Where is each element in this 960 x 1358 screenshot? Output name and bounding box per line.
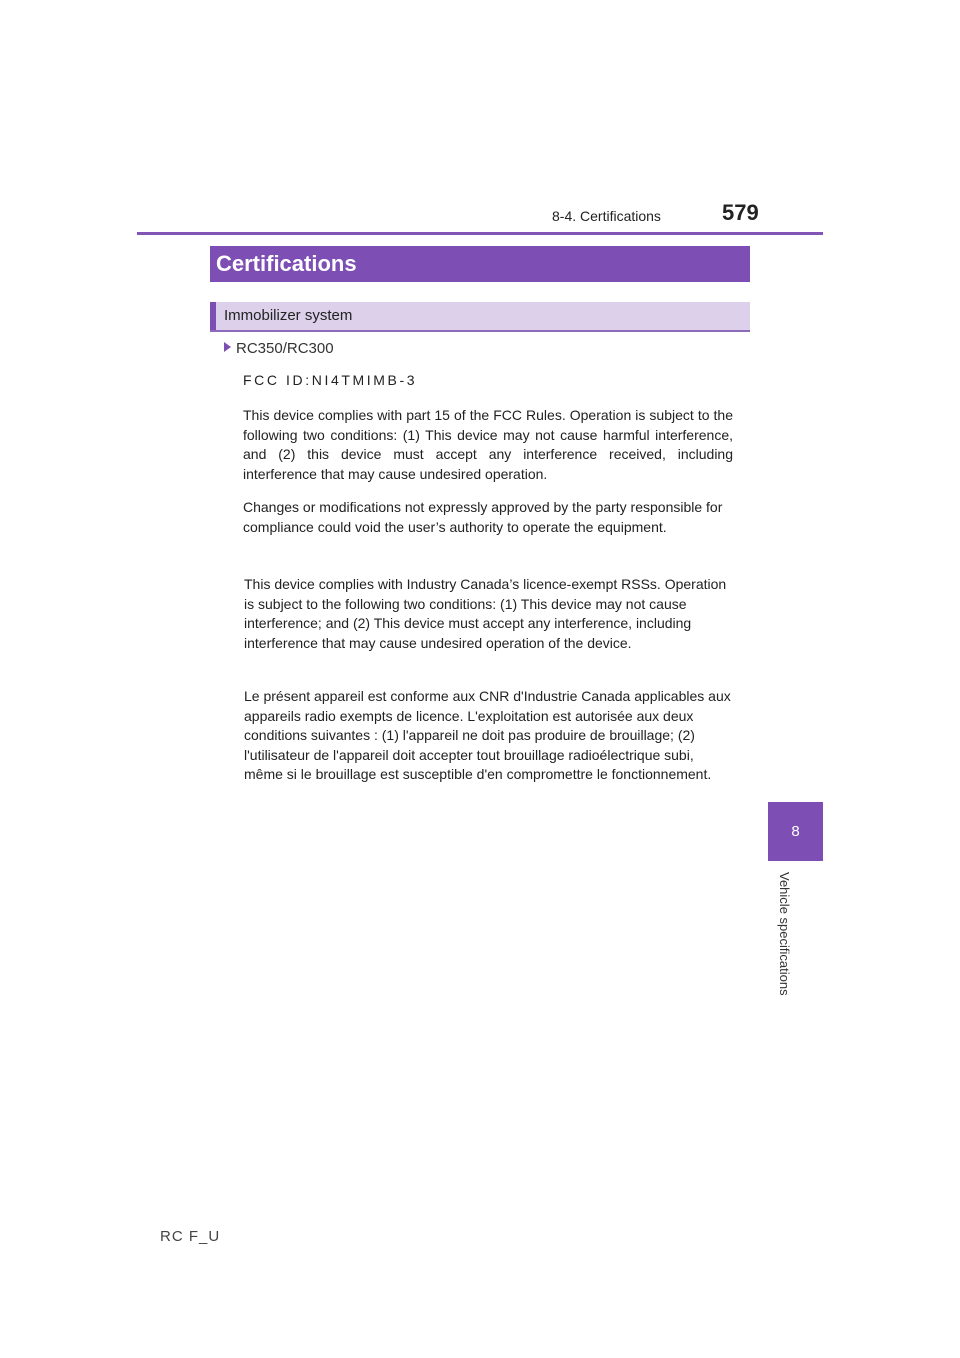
subsection-title: Immobilizer system <box>224 307 353 324</box>
chapter-number: 8 <box>791 823 800 840</box>
fcc-compliance-paragraph: This device complies with part 15 of the FCC Rules. Operation is subject to the following two conditions: (1) This device may not cause harmful interference, and (2) this device must accept any interference received, including interference that may cause undesired operation. <box>243 407 733 482</box>
section-title: Certifications <box>216 251 357 276</box>
page-number: 579 <box>722 200 759 225</box>
french-compliance-paragraph: Le présent appareil est conforme aux CNR d'Industrie Canada applicables aux appareils radio exempts de licence. L'exploitation est autorisée aux deux conditions suivantes : (1) l'appareil ne doit pas produire de brouillage; (2) l'utilisateur de l'appareil doit accepter tout brouillage radioélectrique subi, même si le brouillage est susceptible d'en compromettre le fonctionnement. <box>244 688 731 782</box>
header-divider <box>137 232 823 235</box>
model-variant <box>224 340 334 357</box>
section-title-bar <box>210 246 750 282</box>
triangle-bullet-icon <box>224 342 231 352</box>
chapter-tab-label: Vehicle specifications <box>777 872 792 996</box>
modification-warning-paragraph: Changes or modifications not expressly approved by the party responsible for compliance could void the user’s authority to operate the equipment. <box>243 499 723 535</box>
model-variant-label: RC350/RC300 <box>236 340 334 357</box>
chapter-tab <box>768 802 823 861</box>
footer-code: RC F_U <box>160 1228 221 1245</box>
fcc-id: FCC ID:NI4TMIMB-3 <box>243 372 418 388</box>
subsection-bar <box>210 302 750 332</box>
header-section-title: 8-4. Certifications <box>552 208 661 224</box>
industry-canada-paragraph: This device complies with Industry Canada’s licence-exempt RSSs. Operation is subject to the following two conditions: (1) This device may not cause interference; and (2) This device must accept any interference, including interference that may cause undesired operation of the device. <box>244 576 727 651</box>
subsection-accent <box>210 302 216 330</box>
